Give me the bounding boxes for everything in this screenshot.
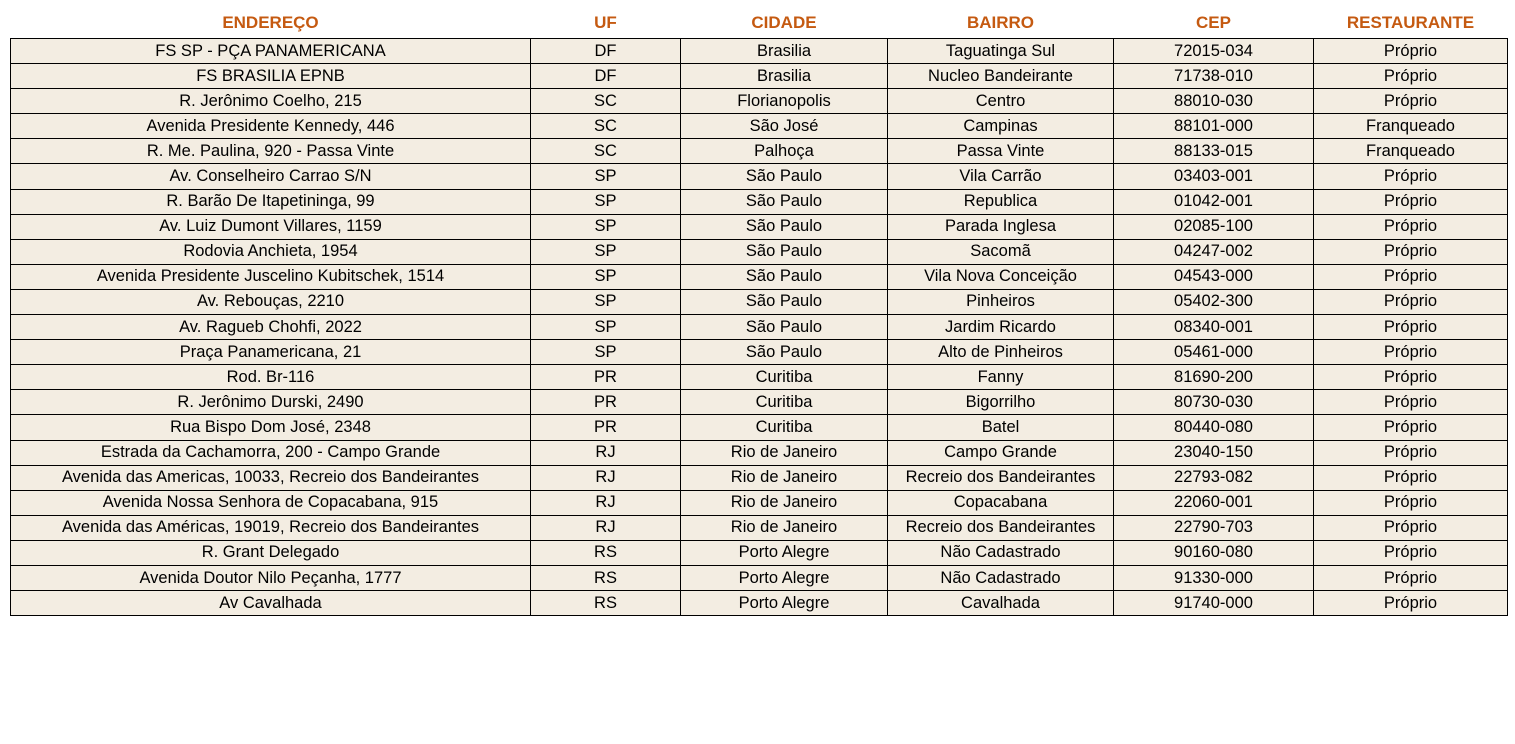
cidade-cell[interactable]: Rio de Janeiro xyxy=(681,465,888,490)
cep-cell[interactable]: 05461-000 xyxy=(1114,340,1314,365)
cep-cell[interactable]: 04543-000 xyxy=(1114,264,1314,289)
cep-cell[interactable]: 05402-300 xyxy=(1114,289,1314,314)
restaurante-cell[interactable]: Próprio xyxy=(1314,239,1508,264)
endereco-cell[interactable]: R. Jerônimo Durski, 2490 xyxy=(11,390,531,415)
cidade-cell[interactable]: Curitiba xyxy=(681,415,888,440)
table-row xyxy=(11,64,1508,89)
cidade-cell[interactable]: Porto Alegre xyxy=(681,591,888,616)
cep-cell[interactable]: 71738-010 xyxy=(1114,64,1314,89)
uf-cell[interactable]: SP xyxy=(531,264,681,289)
cidade-cell[interactable]: São Paulo xyxy=(681,189,888,214)
cidade-cell[interactable]: São Paulo xyxy=(681,315,888,340)
endereco-cell[interactable]: Estrada da Cachamorra, 200 - Campo Grande xyxy=(11,440,531,465)
table-row xyxy=(11,289,1508,314)
cep-cell[interactable]: 90160-080 xyxy=(1114,540,1314,565)
uf-cell[interactable]: SP xyxy=(531,214,681,239)
endereco-cell[interactable]: Av. Conselheiro Carrao S/N xyxy=(11,164,531,189)
restaurante-cell[interactable]: Próprio xyxy=(1314,189,1508,214)
endereco-cell[interactable]: R. Me. Paulina, 920 - Passa Vinte xyxy=(11,139,531,164)
uf-cell[interactable]: SP xyxy=(531,315,681,340)
uf-cell[interactable]: SP xyxy=(531,164,681,189)
uf-cell[interactable]: SC xyxy=(531,114,681,139)
bairro-cell[interactable]: Campinas xyxy=(888,114,1114,139)
endereco-cell[interactable]: Av. Rebouças, 2210 xyxy=(11,289,531,314)
cep-cell[interactable]: 81690-200 xyxy=(1114,365,1314,390)
uf-cell[interactable]: SP xyxy=(531,340,681,365)
endereco-cell[interactable]: Rua Bispo Dom José, 2348 xyxy=(11,415,531,440)
bairro-cell[interactable]: Copacabana xyxy=(888,490,1114,515)
header-bairro: BAIRRO xyxy=(888,8,1114,39)
bairro-cell[interactable]: Jardim Ricardo xyxy=(888,315,1114,340)
uf-cell[interactable]: DF xyxy=(531,39,681,64)
uf-cell[interactable]: SP xyxy=(531,289,681,314)
cep-cell[interactable]: 22790-703 xyxy=(1114,515,1314,540)
cidade-cell[interactable]: São José xyxy=(681,114,888,139)
table-row xyxy=(11,214,1508,239)
table-row xyxy=(11,139,1508,164)
cep-cell[interactable]: 88010-030 xyxy=(1114,89,1314,114)
uf-cell[interactable]: PR xyxy=(531,365,681,390)
restaurante-cell[interactable]: Próprio xyxy=(1314,390,1508,415)
cep-cell[interactable]: 91330-000 xyxy=(1114,565,1314,590)
endereco-cell[interactable]: Avenida Doutor Nilo Peçanha, 1777 xyxy=(11,565,531,590)
cep-cell[interactable]: 23040-150 xyxy=(1114,440,1314,465)
table-row xyxy=(11,365,1508,390)
endereco-cell[interactable]: FS SP - PÇA PANAMERICANA xyxy=(11,39,531,64)
restaurante-cell[interactable]: Próprio xyxy=(1314,440,1508,465)
endereco-cell[interactable]: Avenida Presidente Kennedy, 446 xyxy=(11,114,531,139)
bairro-cell[interactable]: Parada Inglesa xyxy=(888,214,1114,239)
bairro-cell[interactable]: Campo Grande xyxy=(888,440,1114,465)
endereco-cell[interactable]: Av. Ragueb Chohfi, 2022 xyxy=(11,315,531,340)
table-row xyxy=(11,164,1508,189)
bairro-cell[interactable]: Não Cadastrado xyxy=(888,565,1114,590)
restaurante-cell[interactable]: Próprio xyxy=(1314,591,1508,616)
bairro-cell[interactable]: Alto de Pinheiros xyxy=(888,340,1114,365)
table-row xyxy=(11,239,1508,264)
cidade-cell[interactable]: São Paulo xyxy=(681,239,888,264)
cidade-cell[interactable]: São Paulo xyxy=(681,289,888,314)
bairro-cell[interactable]: Vila Carrão xyxy=(888,164,1114,189)
bairro-cell[interactable]: Não Cadastrado xyxy=(888,540,1114,565)
restaurante-cell[interactable]: Próprio xyxy=(1314,214,1508,239)
cidade-cell[interactable]: Palhoça xyxy=(681,139,888,164)
table-row xyxy=(11,591,1508,616)
restaurante-cell[interactable]: Próprio xyxy=(1314,64,1508,89)
uf-cell[interactable]: RS xyxy=(531,591,681,616)
cidade-cell[interactable]: São Paulo xyxy=(681,264,888,289)
uf-cell[interactable]: SP xyxy=(531,189,681,214)
uf-cell[interactable]: PR xyxy=(531,390,681,415)
cidade-cell[interactable]: Rio de Janeiro xyxy=(681,515,888,540)
cep-cell[interactable]: 08340-001 xyxy=(1114,315,1314,340)
cidade-cell[interactable]: Curitiba xyxy=(681,365,888,390)
bairro-cell[interactable]: Nucleo Bandeirante xyxy=(888,64,1114,89)
table-row xyxy=(11,315,1508,340)
restaurante-cell[interactable]: Franqueado xyxy=(1314,114,1508,139)
endereco-cell[interactable]: Praça Panamericana, 21 xyxy=(11,340,531,365)
cep-cell[interactable]: 80440-080 xyxy=(1114,415,1314,440)
endereco-cell[interactable]: Av. Luiz Dumont Villares, 1159 xyxy=(11,214,531,239)
uf-cell[interactable]: RS xyxy=(531,565,681,590)
uf-cell[interactable]: RJ xyxy=(531,515,681,540)
header-uf: UF xyxy=(531,8,681,39)
restaurant-table-container xyxy=(10,8,1507,616)
cep-cell[interactable]: 91740-000 xyxy=(1114,591,1314,616)
endereco-cell[interactable]: Rod. Br-116 xyxy=(11,365,531,390)
bairro-cell[interactable]: Bigorrilho xyxy=(888,390,1114,415)
table-row xyxy=(11,565,1508,590)
table-row xyxy=(11,264,1508,289)
cidade-cell[interactable]: Porto Alegre xyxy=(681,540,888,565)
header-cidade: CIDADE xyxy=(681,8,888,39)
cep-cell[interactable]: 01042-001 xyxy=(1114,189,1314,214)
cep-cell[interactable]: 04247-002 xyxy=(1114,239,1314,264)
table-row xyxy=(11,540,1508,565)
restaurante-cell[interactable]: Próprio xyxy=(1314,415,1508,440)
cidade-cell[interactable]: Brasilia xyxy=(681,39,888,64)
uf-cell[interactable]: RJ xyxy=(531,465,681,490)
bairro-cell[interactable]: Cavalhada xyxy=(888,591,1114,616)
cep-cell[interactable]: 02085-100 xyxy=(1114,214,1314,239)
header-restaurante: RESTAURANTE xyxy=(1314,8,1508,39)
uf-cell[interactable]: DF xyxy=(531,64,681,89)
uf-cell[interactable]: RJ xyxy=(531,440,681,465)
bairro-cell[interactable]: Recreio dos Bandeirantes xyxy=(888,465,1114,490)
endereco-cell[interactable]: Avenida Nossa Senhora de Copacabana, 915 xyxy=(11,490,531,515)
cep-cell[interactable]: 88101-000 xyxy=(1114,114,1314,139)
uf-cell[interactable]: RJ xyxy=(531,490,681,515)
header-cep: CEP xyxy=(1114,8,1314,39)
table-row xyxy=(11,490,1508,515)
cidade-cell[interactable]: Brasilia xyxy=(681,64,888,89)
cep-cell[interactable]: 72015-034 xyxy=(1114,39,1314,64)
cidade-cell[interactable]: Rio de Janeiro xyxy=(681,440,888,465)
cep-cell[interactable]: 80730-030 xyxy=(1114,390,1314,415)
table-row xyxy=(11,465,1508,490)
bairro-cell[interactable]: Recreio dos Bandeirantes xyxy=(888,515,1114,540)
table-row xyxy=(11,39,1508,64)
cep-cell[interactable]: 22793-082 xyxy=(1114,465,1314,490)
uf-cell[interactable]: SP xyxy=(531,239,681,264)
table-row xyxy=(11,114,1508,139)
table-row xyxy=(11,340,1508,365)
uf-cell[interactable]: PR xyxy=(531,415,681,440)
restaurante-cell[interactable]: Próprio xyxy=(1314,365,1508,390)
header-endereco: ENDEREÇO xyxy=(11,8,531,39)
cidade-cell[interactable]: São Paulo xyxy=(681,164,888,189)
restaurant-table xyxy=(10,8,1508,616)
restaurante-cell[interactable]: Próprio xyxy=(1314,490,1508,515)
table-row xyxy=(11,415,1508,440)
header-row xyxy=(11,8,1508,39)
bairro-cell[interactable]: Republica xyxy=(888,189,1114,214)
table-row xyxy=(11,189,1508,214)
table-row xyxy=(11,440,1508,465)
bairro-cell[interactable]: Sacomã xyxy=(888,239,1114,264)
restaurante-cell[interactable]: Próprio xyxy=(1314,264,1508,289)
cidade-cell[interactable]: São Paulo xyxy=(681,214,888,239)
endereco-cell[interactable]: Avenida das Americas, 10033, Recreio dos Bandeirantes xyxy=(11,465,531,490)
bairro-cell[interactable]: Taguatinga Sul xyxy=(888,39,1114,64)
endereco-cell[interactable]: Rodovia Anchieta, 1954 xyxy=(11,239,531,264)
bairro-cell[interactable]: Fanny xyxy=(888,365,1114,390)
bairro-cell[interactable]: Passa Vinte xyxy=(888,139,1114,164)
restaurante-cell[interactable]: Próprio xyxy=(1314,315,1508,340)
cidade-cell[interactable]: São Paulo xyxy=(681,340,888,365)
bairro-cell[interactable]: Batel xyxy=(888,415,1114,440)
restaurante-cell[interactable]: Próprio xyxy=(1314,465,1508,490)
table-row xyxy=(11,515,1508,540)
uf-cell[interactable]: SC xyxy=(531,139,681,164)
cep-cell[interactable]: 22060-001 xyxy=(1114,490,1314,515)
cidade-cell[interactable]: Porto Alegre xyxy=(681,565,888,590)
restaurante-cell[interactable]: Próprio xyxy=(1314,39,1508,64)
restaurante-cell[interactable]: Franqueado xyxy=(1314,139,1508,164)
cep-cell[interactable]: 88133-015 xyxy=(1114,139,1314,164)
endereco-cell[interactable]: FS BRASILIA EPNB xyxy=(11,64,531,89)
cep-cell[interactable]: 03403-001 xyxy=(1114,164,1314,189)
restaurante-cell[interactable]: Próprio xyxy=(1314,89,1508,114)
table-row xyxy=(11,89,1508,114)
endereco-cell[interactable]: Av Cavalhada xyxy=(11,591,531,616)
restaurante-cell[interactable]: Próprio xyxy=(1314,340,1508,365)
bairro-cell[interactable]: Vila Nova Conceição xyxy=(888,264,1114,289)
endereco-cell[interactable]: R. Barão De Itapetininga, 99 xyxy=(11,189,531,214)
restaurante-cell[interactable]: Próprio xyxy=(1314,565,1508,590)
endereco-cell[interactable]: R. Grant Delegado xyxy=(11,540,531,565)
table-header xyxy=(11,8,1508,39)
cidade-cell[interactable]: Curitiba xyxy=(681,390,888,415)
uf-cell[interactable]: SC xyxy=(531,89,681,114)
endereco-cell[interactable]: R. Jerônimo Coelho, 215 xyxy=(11,89,531,114)
bairro-cell[interactable]: Pinheiros xyxy=(888,289,1114,314)
restaurante-cell[interactable]: Próprio xyxy=(1314,164,1508,189)
endereco-cell[interactable]: Avenida Presidente Juscelino Kubitschek, 1514 xyxy=(11,264,531,289)
restaurante-cell[interactable]: Próprio xyxy=(1314,515,1508,540)
restaurante-cell[interactable]: Próprio xyxy=(1314,289,1508,314)
cidade-cell[interactable]: Florianopolis xyxy=(681,89,888,114)
restaurante-cell[interactable]: Próprio xyxy=(1314,540,1508,565)
cidade-cell[interactable]: Rio de Janeiro xyxy=(681,490,888,515)
endereco-cell[interactable]: Avenida das Américas, 19019, Recreio dos Bandeirantes xyxy=(11,515,531,540)
table-body xyxy=(11,39,1508,616)
bairro-cell[interactable]: Centro xyxy=(888,89,1114,114)
table-row xyxy=(11,390,1508,415)
uf-cell[interactable]: RS xyxy=(531,540,681,565)
